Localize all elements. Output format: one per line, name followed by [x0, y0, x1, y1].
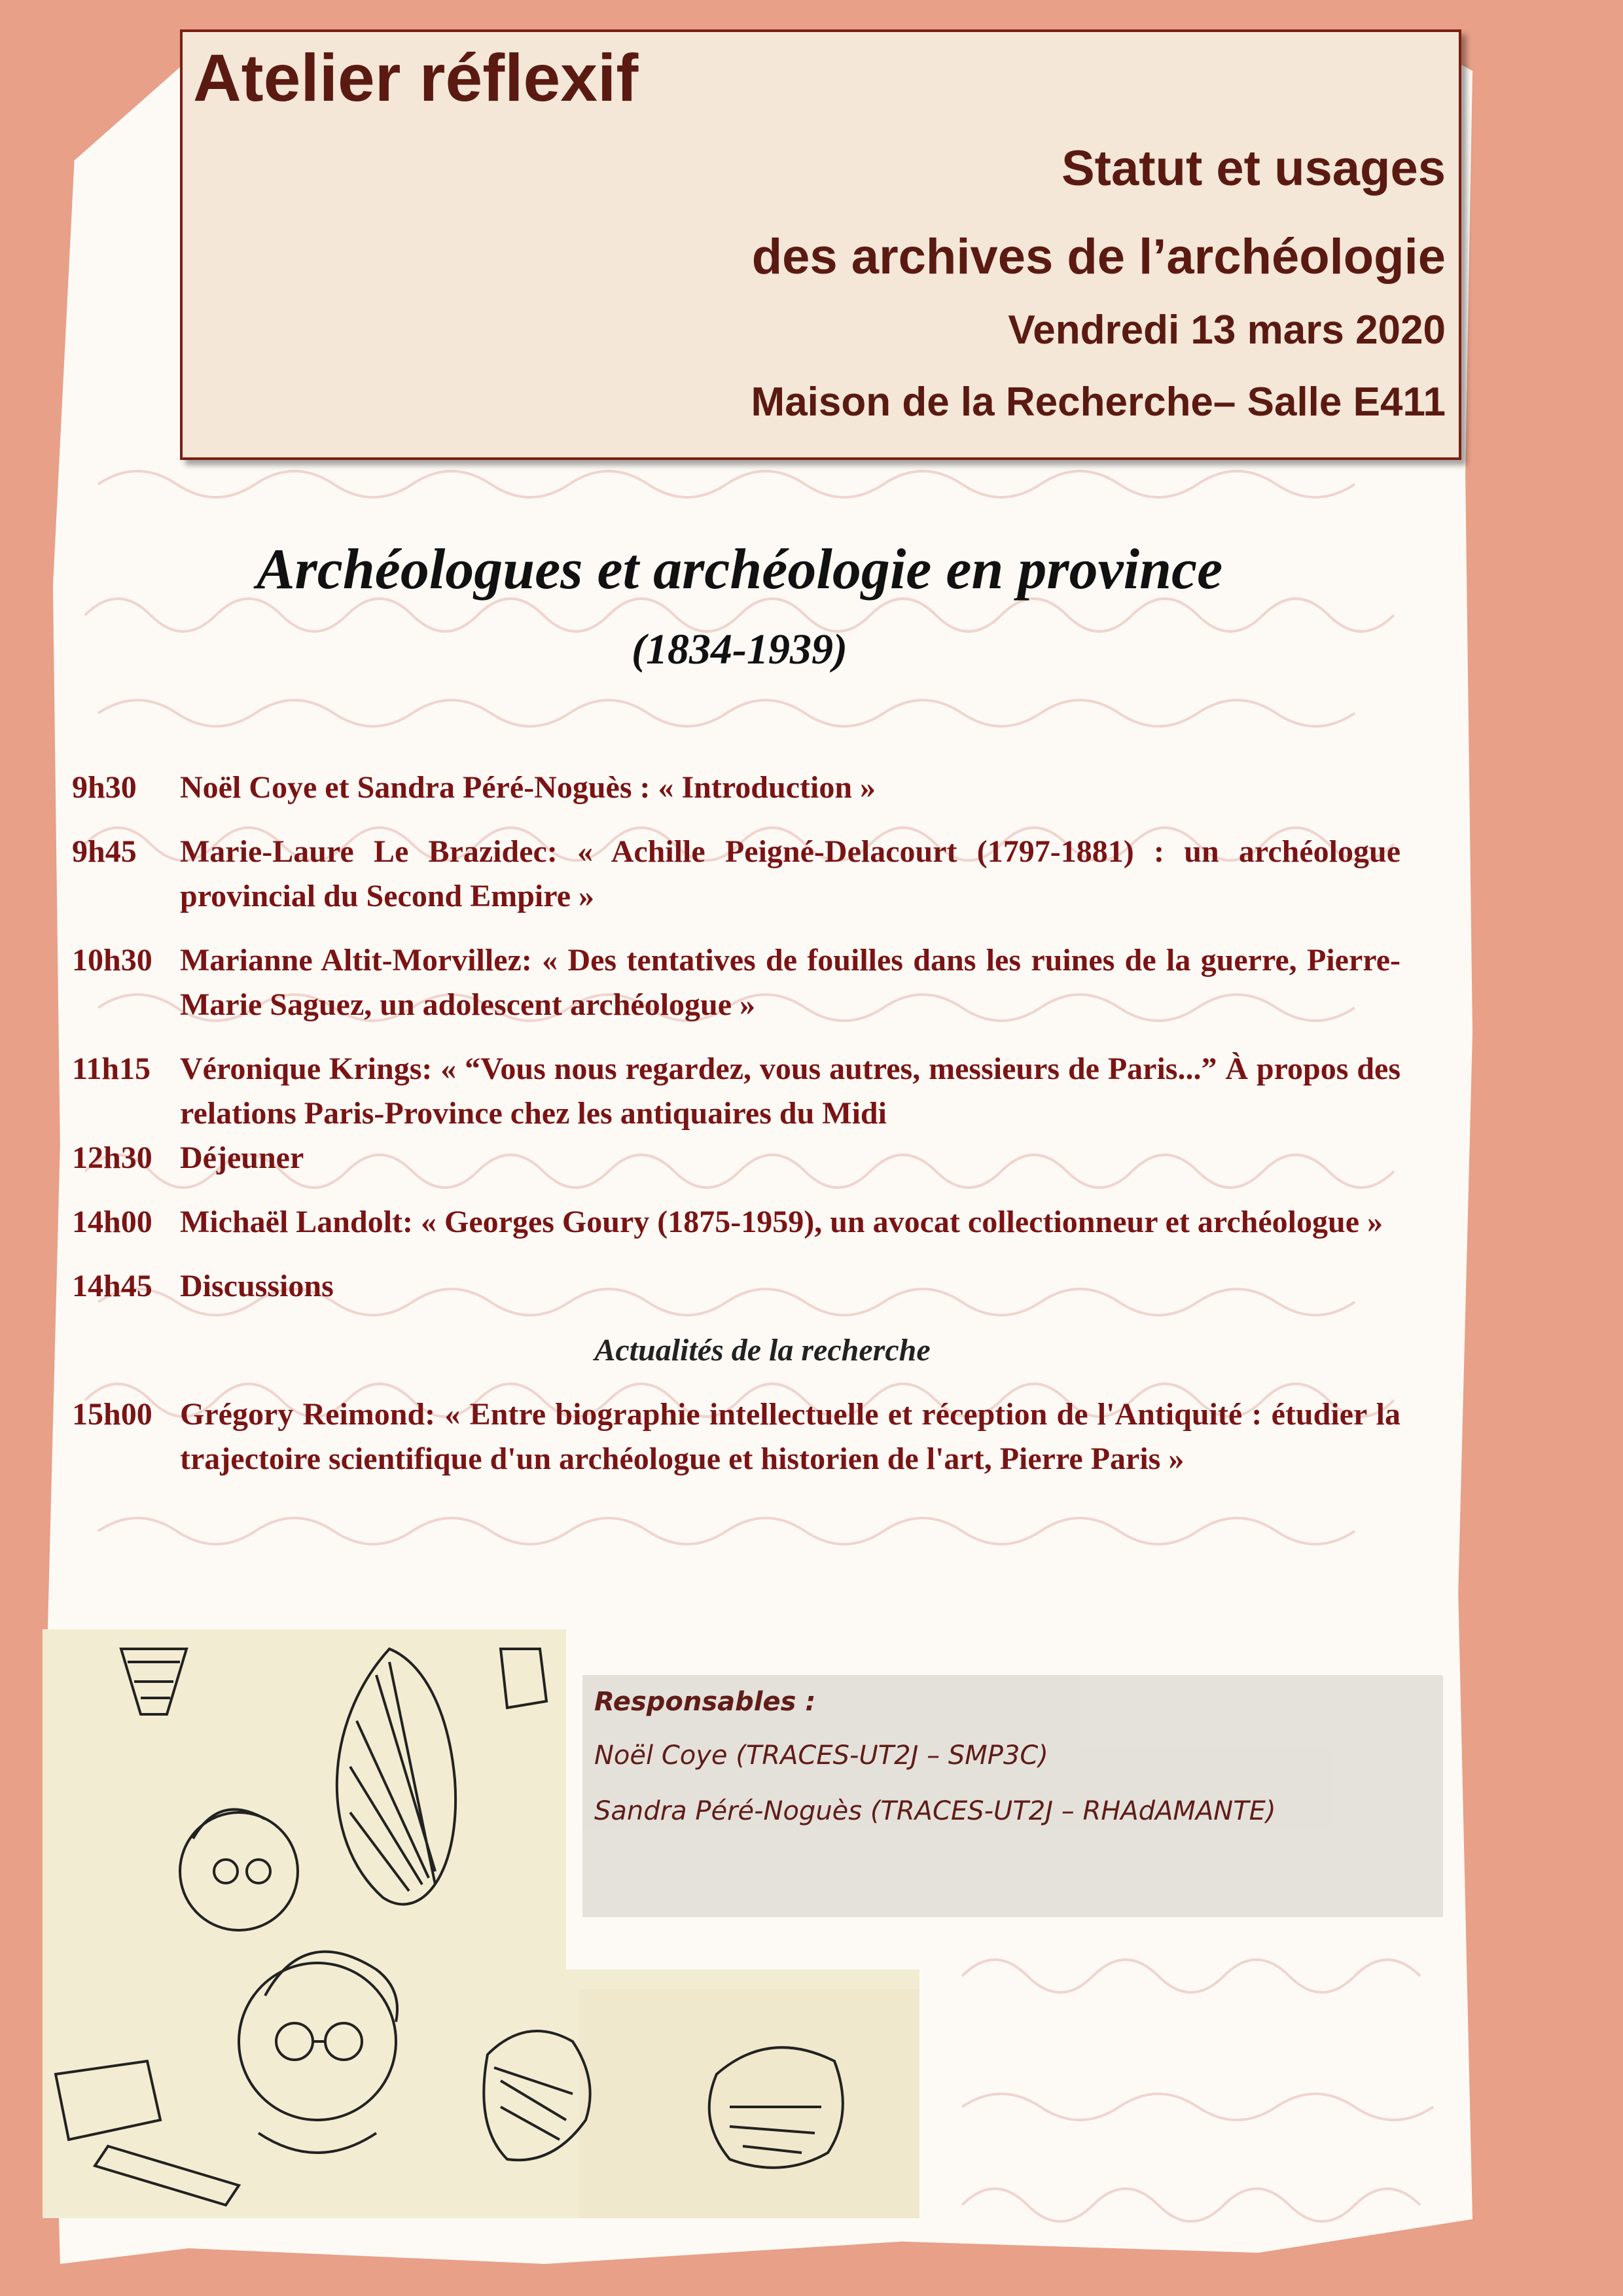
organizers-label: Responsables :	[594, 1687, 816, 1717]
program-text: Grégory Reimond: « Entre biographie intellectuelle et réception de l'Antiquité : étudier la trajectoire scientifique d'un archéologue et historien de l'art, Pierre Paris »	[180, 1397, 1400, 1476]
program-text: Michaël Landolt: « Georges Goury (1875-1959), un avocat collectionneur et archéologue »	[180, 1205, 1383, 1239]
program-item	[72, 1047, 1400, 1136]
program-text: Marie-Laure Le Brazidec: « Achille Peigné-Delacourt (1797-1881) : un archéologue provincial du Second Empire »	[180, 834, 1400, 913]
program-text: Déjeuner	[180, 1140, 304, 1175]
header-box	[180, 29, 1461, 460]
program-time: 15h00	[72, 1397, 152, 1432]
organizers-box	[582, 1675, 1443, 1917]
theme-line-2: des archives de l’archéologie	[751, 229, 1446, 285]
program-text: Discussions	[180, 1269, 334, 1303]
program-text: Véronique Krings: « “Vous nous regardez, vous autres, messieurs de Paris...” À propos des relations Paris-Province chez les antiquaires du Midi	[180, 1051, 1400, 1131]
program-text: Marianne Altit-Morvillez: « Des tentatives de fouilles dans les ruines de la guerre, Pierre-Marie Saguez, un adolescent archéologue »	[180, 943, 1400, 1022]
program-time: 14h45	[72, 1269, 152, 1303]
program-item	[72, 1136, 1400, 1180]
theme-line-1: Statut et usages	[1061, 141, 1446, 196]
program-item	[72, 830, 1400, 919]
program-item	[72, 1200, 1400, 1245]
program-time: 14h00	[72, 1205, 152, 1239]
program-time: 11h15	[72, 1051, 151, 1086]
organizer-name: Sandra Péré-Noguès (TRACES-UT2J – RHAdAMANTE)	[594, 1796, 1276, 1826]
program-list	[72, 766, 1400, 1501]
event-place: Maison de la Recherche– Salle E411	[751, 380, 1446, 425]
program-time: 10h30	[72, 943, 152, 978]
session-years: (1834-1939)	[632, 626, 847, 673]
event-title: Atelier réflexif	[193, 41, 639, 115]
program-text: Noël Coye et Sandra Péré-Noguès : « Introduction »	[180, 770, 876, 805]
program-time: 9h30	[72, 770, 137, 805]
program-time: 9h45	[72, 834, 137, 869]
program-item	[72, 1392, 1400, 1481]
event-date: Vendredi 13 mars 2020	[1008, 308, 1446, 353]
section-heading: Actualités de la recherche	[594, 1333, 931, 1368]
organizer-name: Noël Coye (TRACES-UT2J – SMP3C)	[594, 1740, 1048, 1771]
program-item	[72, 1264, 1400, 1309]
program-item	[72, 766, 1400, 810]
program-item	[72, 938, 1400, 1027]
session-title: Archéologues et archéologie en province	[256, 538, 1223, 601]
program-time: 12h30	[72, 1140, 152, 1175]
